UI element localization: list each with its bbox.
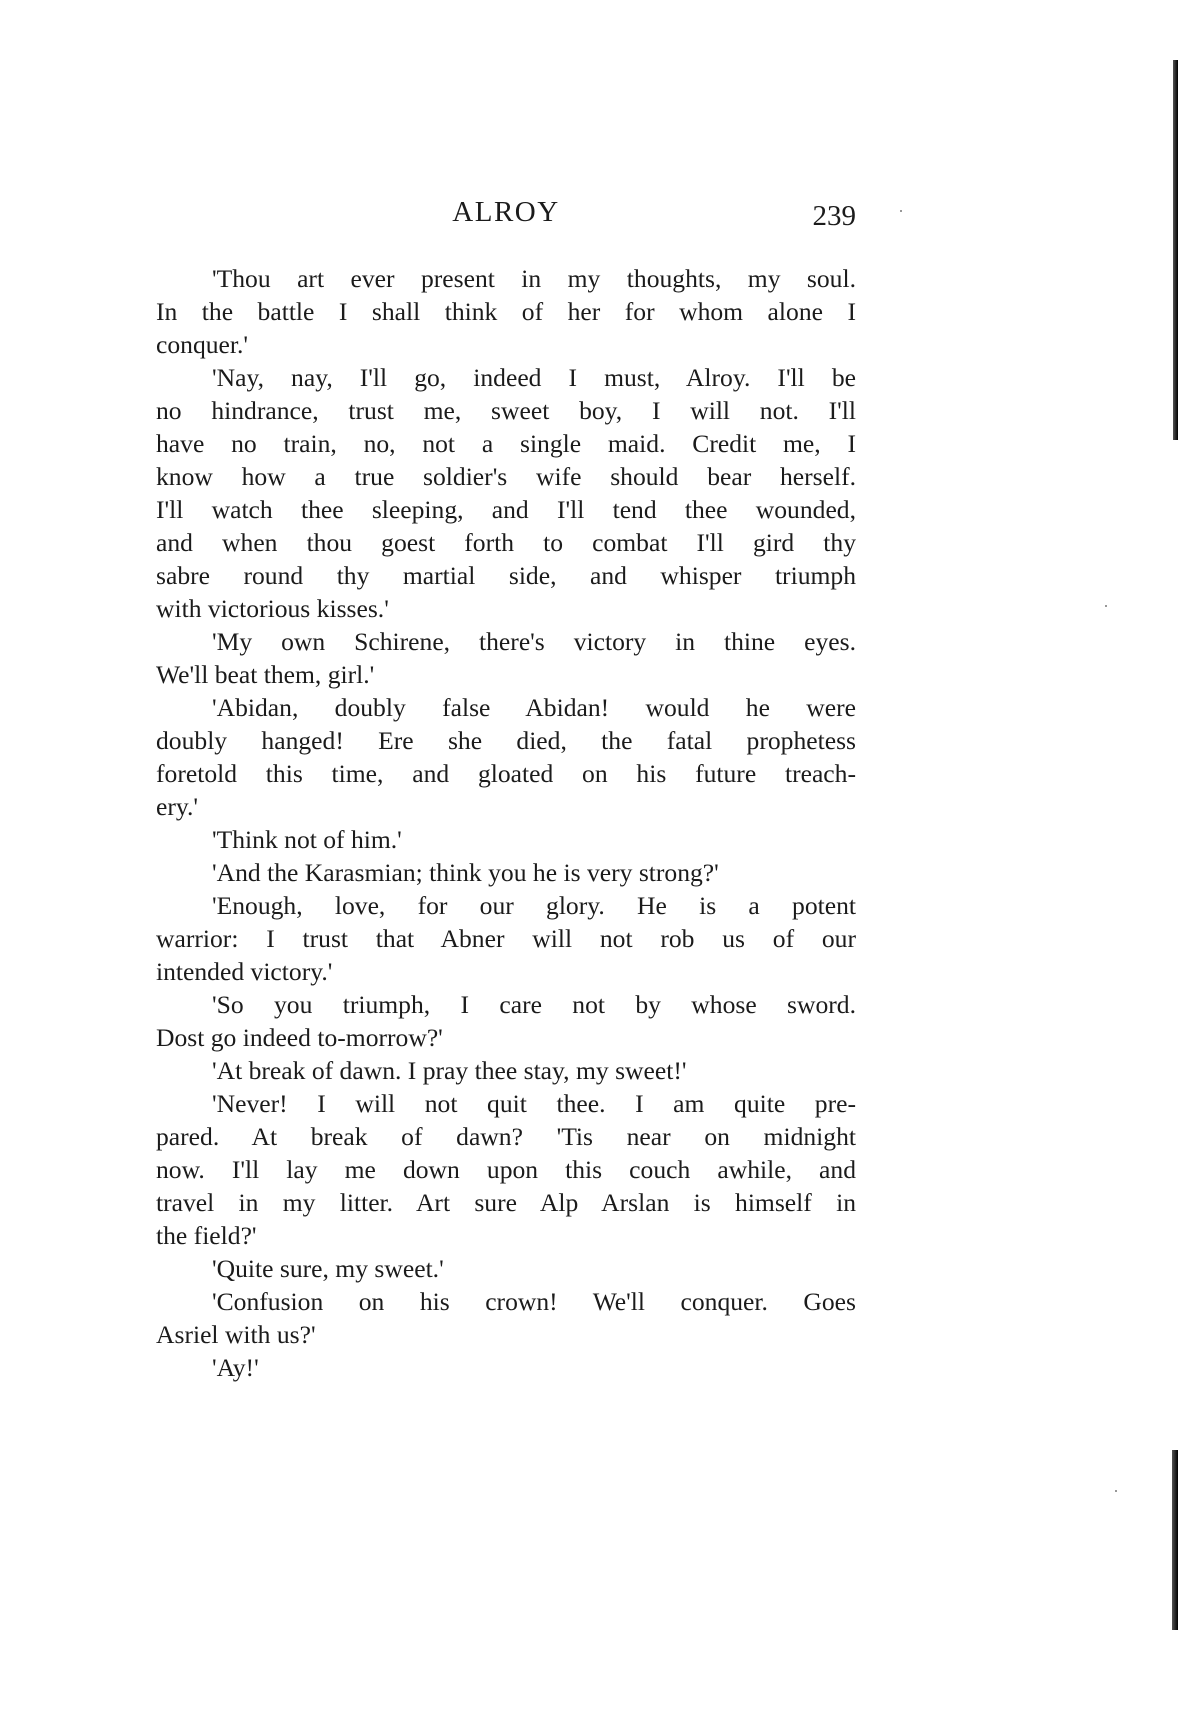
paragraph: [156, 691, 856, 823]
text-line: the field?': [156, 1221, 257, 1250]
text-line: We'll beat them, girl.': [156, 660, 375, 689]
text-line: pared. At break of dawn? 'Tis near on midnight: [156, 1122, 856, 1151]
page-header: [156, 196, 856, 240]
text-line: sabre round thy martial side, and whisper triumph: [156, 561, 856, 590]
paragraph: [156, 1087, 856, 1252]
text-line: doubly hanged! Ere she died, the fatal prophetess: [156, 726, 856, 755]
paragraph: [156, 625, 856, 691]
page-number: 239: [812, 200, 856, 232]
text-line: 'Confusion on his crown! We'll conquer. Goes: [212, 1287, 856, 1316]
text-line: warrior: I trust that Abner will not rob us of our: [156, 924, 856, 953]
text-line: 'Quite sure, my sweet.': [212, 1254, 444, 1283]
text-line: 'At break of dawn. I pray thee stay, my sweet!': [212, 1056, 687, 1085]
text-line: ery.': [156, 792, 199, 821]
text-line: Dost go indeed to-morrow?': [156, 1023, 443, 1052]
text-line: and when thou goest forth to combat I'll gird thy: [156, 528, 856, 557]
text-line: 'Think not of him.': [212, 825, 402, 854]
text-line: foretold this time, and gloated on his future treach-: [156, 759, 856, 788]
text-line: have no train, no, not a single maid. Credit me, I: [156, 429, 856, 458]
text-line: 'Enough, love, for our glory. He is a potent: [212, 891, 856, 920]
paragraph: [156, 988, 856, 1054]
text-line: 'Ay!': [212, 1353, 259, 1382]
text-line: Asriel with us?': [156, 1320, 316, 1349]
text-line: now. I'll lay me down upon this couch awhile, and: [156, 1155, 856, 1184]
scan-speck: [900, 210, 902, 212]
scan-speck: [1115, 1490, 1117, 1492]
paragraph: [156, 823, 856, 856]
text-line: no hindrance, trust me, sweet boy, I will not. I'll: [156, 396, 856, 425]
text-line: 'Nay, nay, I'll go, indeed I must, Alroy. I'll be: [212, 363, 856, 392]
body-text: [156, 262, 856, 1384]
paragraph: [156, 1054, 856, 1087]
text-line: travel in my litter. Art sure Alp Arslan is himself in: [156, 1188, 856, 1217]
text-line: In the battle I shall think of her for whom alone I: [156, 297, 856, 326]
paragraph: [156, 1252, 856, 1285]
scan-speck: [1105, 605, 1107, 607]
paragraph: [156, 361, 856, 625]
text-line: 'So you triumph, I care not by whose sword.: [212, 990, 856, 1019]
paragraph: [156, 1285, 856, 1351]
scan-edge-top: [1173, 60, 1178, 440]
text-line: intended victory.': [156, 957, 333, 986]
running-title: ALROY: [452, 196, 560, 228]
text-line: with victorious kisses.': [156, 594, 389, 623]
text-line: conquer.': [156, 330, 249, 359]
scan-edge-bottom: [1172, 1450, 1178, 1630]
text-line: 'Thou art ever present in my thoughts, my soul.: [212, 264, 856, 293]
text-line: 'My own Schirene, there's victory in thine eyes.: [212, 627, 856, 656]
text-line: 'Never! I will not quit thee. I am quite pre-: [212, 1089, 856, 1118]
text-line: know how a true soldier's wife should bear herself.: [156, 462, 856, 491]
text-line: 'Abidan, doubly false Abidan! would he were: [212, 693, 856, 722]
paragraph: [156, 1351, 856, 1384]
text-line: 'And the Karasmian; think you he is very strong?': [212, 858, 719, 887]
paragraph: [156, 889, 856, 988]
paragraph: [156, 856, 856, 889]
text-line: I'll watch thee sleeping, and I'll tend thee wounded,: [156, 495, 856, 524]
paragraph: [156, 262, 856, 361]
